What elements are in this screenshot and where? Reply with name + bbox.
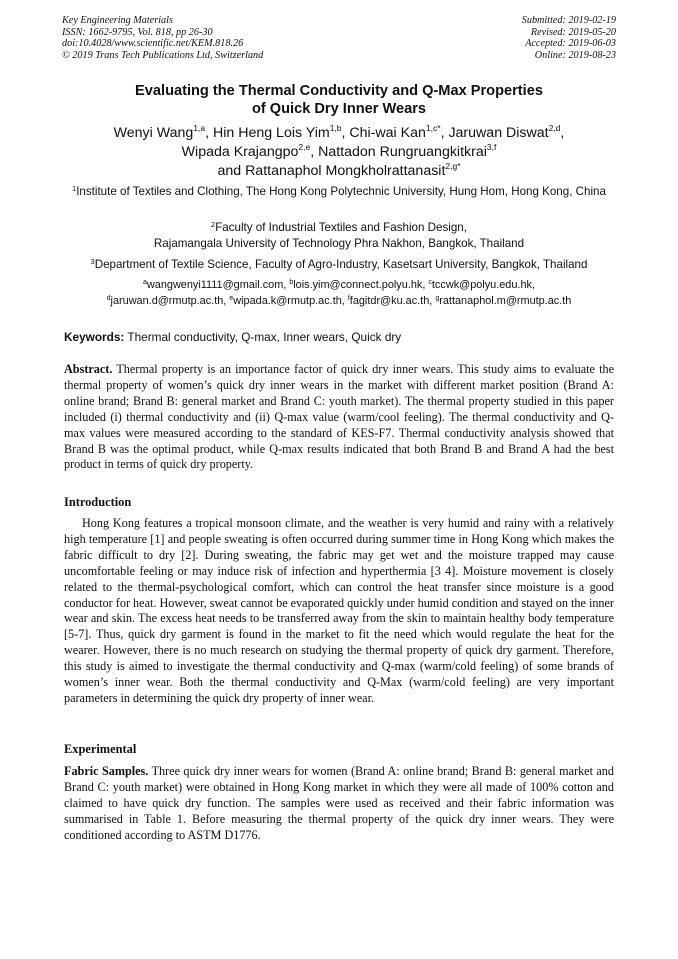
- experimental-heading: Experimental: [64, 742, 137, 756]
- accepted-date: Accepted: 2019-06-03: [525, 38, 616, 50]
- email-mark: f: [347, 295, 350, 302]
- email-mark: c: [428, 279, 432, 286]
- title-line-2: of Quick Dry Inner Wears: [251, 101, 427, 117]
- affiliation-text: Institute of Textiles and Clothing, The Hong Kong Polytechnic University, Hung Hom, Hong Kong, China: [76, 185, 606, 198]
- keywords-text: Thermal conductivity, Q-max, Inner wears, Quick dry: [127, 330, 402, 344]
- email-mark: d: [106, 295, 111, 302]
- introduction-text: Hong Kong features a tropical monsoon climate, and the weather is very humid and rainy with a relatively high temperature [1] and people sweating is often occurred during summer time in Hong Kong which makes the fabric difficult to dry [2]. During sweating, the fabric may get wet and the moisture trapped may cause uncomfortable feeling or may induce risk of infection and hyperthermia [3 4]. Moisture movement is closely related to the thermal-psychological comfort, which can control the heat transfer since moisture is a good conductor for heat. However, sweat cannot be evaporated quickly under humid condition and stayed on the inner wear and skin. The excess heat needs to be transferred away from the skin to maintain healthy body temperature [5-7]. Thus, quick dry garment is found in the market to fit the need which would regulate the heat for the wearer. However, there is no much research on studying the thermal property of quick dry garment. Therefore, this study is aimed to investigate the thermal conductivity and Q-max (warm/cold feeling) of some brands of women’s inner wear. Both the thermal conductivity and Q-Max (warm/cold feeling) are very important parameters in determining the quick dry property of inner wear.: [64, 516, 614, 705]
- email-mark: b: [289, 279, 294, 286]
- email-link[interactable]: rattanaphol.m@rmutp.ac.th: [439, 295, 572, 307]
- author-name: and Rattanaphol Mongkholrattanasit: [217, 163, 446, 179]
- author-separator: ,: [205, 125, 213, 141]
- author-affiliation-mark: 3,f: [486, 142, 497, 152]
- keywords: [64, 329, 614, 345]
- email-link[interactable]: lois.yim@connect.polyu.hk: [293, 279, 423, 291]
- author-affiliation-mark: 2,d: [548, 123, 561, 133]
- author-name: Jaruwan Diswat: [448, 125, 549, 141]
- email-list: $^a$wangwenyi1111@gmail.com, $^b$lois.yim@connect.polyu.hk, $^c$tccwk@polyu.edu.hk, $^d$jaruwan.d@rmutp.ac.th, $^e$wipada.k@rmutp.ac.th, $^f$fagitdr@ku.ac.th, $^g$rattanaphol.m@rmutp.ac.th: [106, 279, 572, 307]
- author-separator: ,: [341, 125, 350, 141]
- author-name: Wenyi Wang: [113, 125, 194, 141]
- email-link[interactable]: tccwk@polyu.edu.hk: [431, 279, 532, 291]
- author-affiliation-mark: 1,c*: [425, 123, 441, 133]
- email-link[interactable]: fagitdr@ku.ac.th: [349, 295, 430, 307]
- paper-title: [40, 82, 638, 118]
- author-affiliation-mark: 2,e: [298, 142, 311, 152]
- author-separator: ,: [310, 144, 319, 160]
- copyright: © 2019 Trans Tech Publications Ltd, Switzerland: [62, 49, 264, 61]
- affiliation-mark: 1: [72, 184, 77, 193]
- abstract-text: Thermal property is an importance factor of quick dry inner wears. This study aims to evaluate the thermal property of women’s quick dry inner wears in the market with different market position (Brand A: online brand; Brand B: general market and Brand C: youth market). The thermal property studied in this paper included (i) thermal conductivity and (ii) Q-max value (warm/cool feeling). The thermal conductivity and Q-max values were measured according to the standard of KES-F7. Thermal conductivity analysis showed that Brand B was the optimal product, while Q-max results indicated that both Brand B and Brand A had the best product in terms of quick dry property.: [64, 362, 615, 472]
- author-affiliation-mark: 2,g*: [445, 161, 461, 171]
- author-affiliation-mark: 1,b: [329, 123, 342, 133]
- email-mark: e: [229, 295, 234, 302]
- fabric-samples-paragraph: [64, 764, 614, 844]
- affiliation-1: [40, 184, 638, 200]
- submitted-date: Submitted: 2019-02-19: [521, 15, 616, 26]
- affiliation-text: Rajamangala University of Technology Phra Nakhon, Bangkok, Thailand: [153, 237, 525, 250]
- introduction-heading: Introduction: [64, 495, 132, 509]
- keywords-label: Keywords:: [64, 330, 125, 344]
- fabric-samples-text: Three quick dry inner wears for women (Brand A: online brand; Brand B: general market and Brand C: youth market) were obtained in Hong Kong market in which they were all made of 100% cotton and claimed to have quick dry function. The samples were used as received and their fabric information was summarised in Table 1. Before measuring the thermal property of the quick dry inner wears. They were conditioned according to ASTM D1776.: [64, 764, 614, 842]
- email-link[interactable]: wipada.k@rmutp.ac.th: [233, 295, 342, 307]
- email-mark: g: [435, 295, 440, 302]
- affiliation-text: Faculty of Industrial Textiles and Fashion Design,: [215, 221, 467, 234]
- author-name: Chi-wai Kan: [349, 125, 426, 141]
- online-date: Online: 2019-08-23: [534, 49, 616, 61]
- revised-date: Revised: 2019-05-20: [530, 26, 616, 38]
- affiliation-3: [40, 257, 638, 273]
- author-name: Nattadon Rungruangkitkrai: [318, 144, 487, 160]
- abstract-label: Abstract.: [64, 362, 113, 376]
- fabric-samples-label: Fabric Samples.: [64, 764, 149, 778]
- affiliation-mark: 2: [211, 220, 216, 229]
- title-line-1: Evaluating the Thermal Conductivity and Q-Max Properties: [135, 83, 543, 99]
- journal-name: Key Engineering Materials: [62, 15, 173, 26]
- abstract: [64, 362, 614, 473]
- journal-info: [62, 15, 263, 61]
- email-mark: a: [143, 279, 147, 286]
- affiliation-text: Department of Textile Science, Faculty of Agro-Industry, Kasetsart University, Bangkok, Thailand: [94, 258, 588, 271]
- email-link[interactable]: wangwenyi1111@gmail.com: [146, 279, 284, 291]
- author-affiliation-mark: 1,a: [193, 123, 206, 133]
- publication-dates: [522, 15, 616, 61]
- author-name: Hin Heng Lois Yim: [212, 125, 330, 141]
- author-separator: ,: [440, 125, 449, 141]
- author-name: Wipada Krajangpo: [181, 144, 299, 160]
- email-link[interactable]: jaruwan.d@rmutp.ac.th: [110, 295, 224, 307]
- affiliation-2: [40, 220, 638, 252]
- issn: ISSN: 1662-9795, Vol. 818, pp 26-30: [62, 26, 213, 38]
- doi: doi:10.4028/www.scientific.net/KEM.818.26: [62, 38, 244, 50]
- author-list: [30, 124, 648, 181]
- author-separator: ,: [560, 125, 565, 141]
- affiliation-mark: 3: [90, 257, 95, 266]
